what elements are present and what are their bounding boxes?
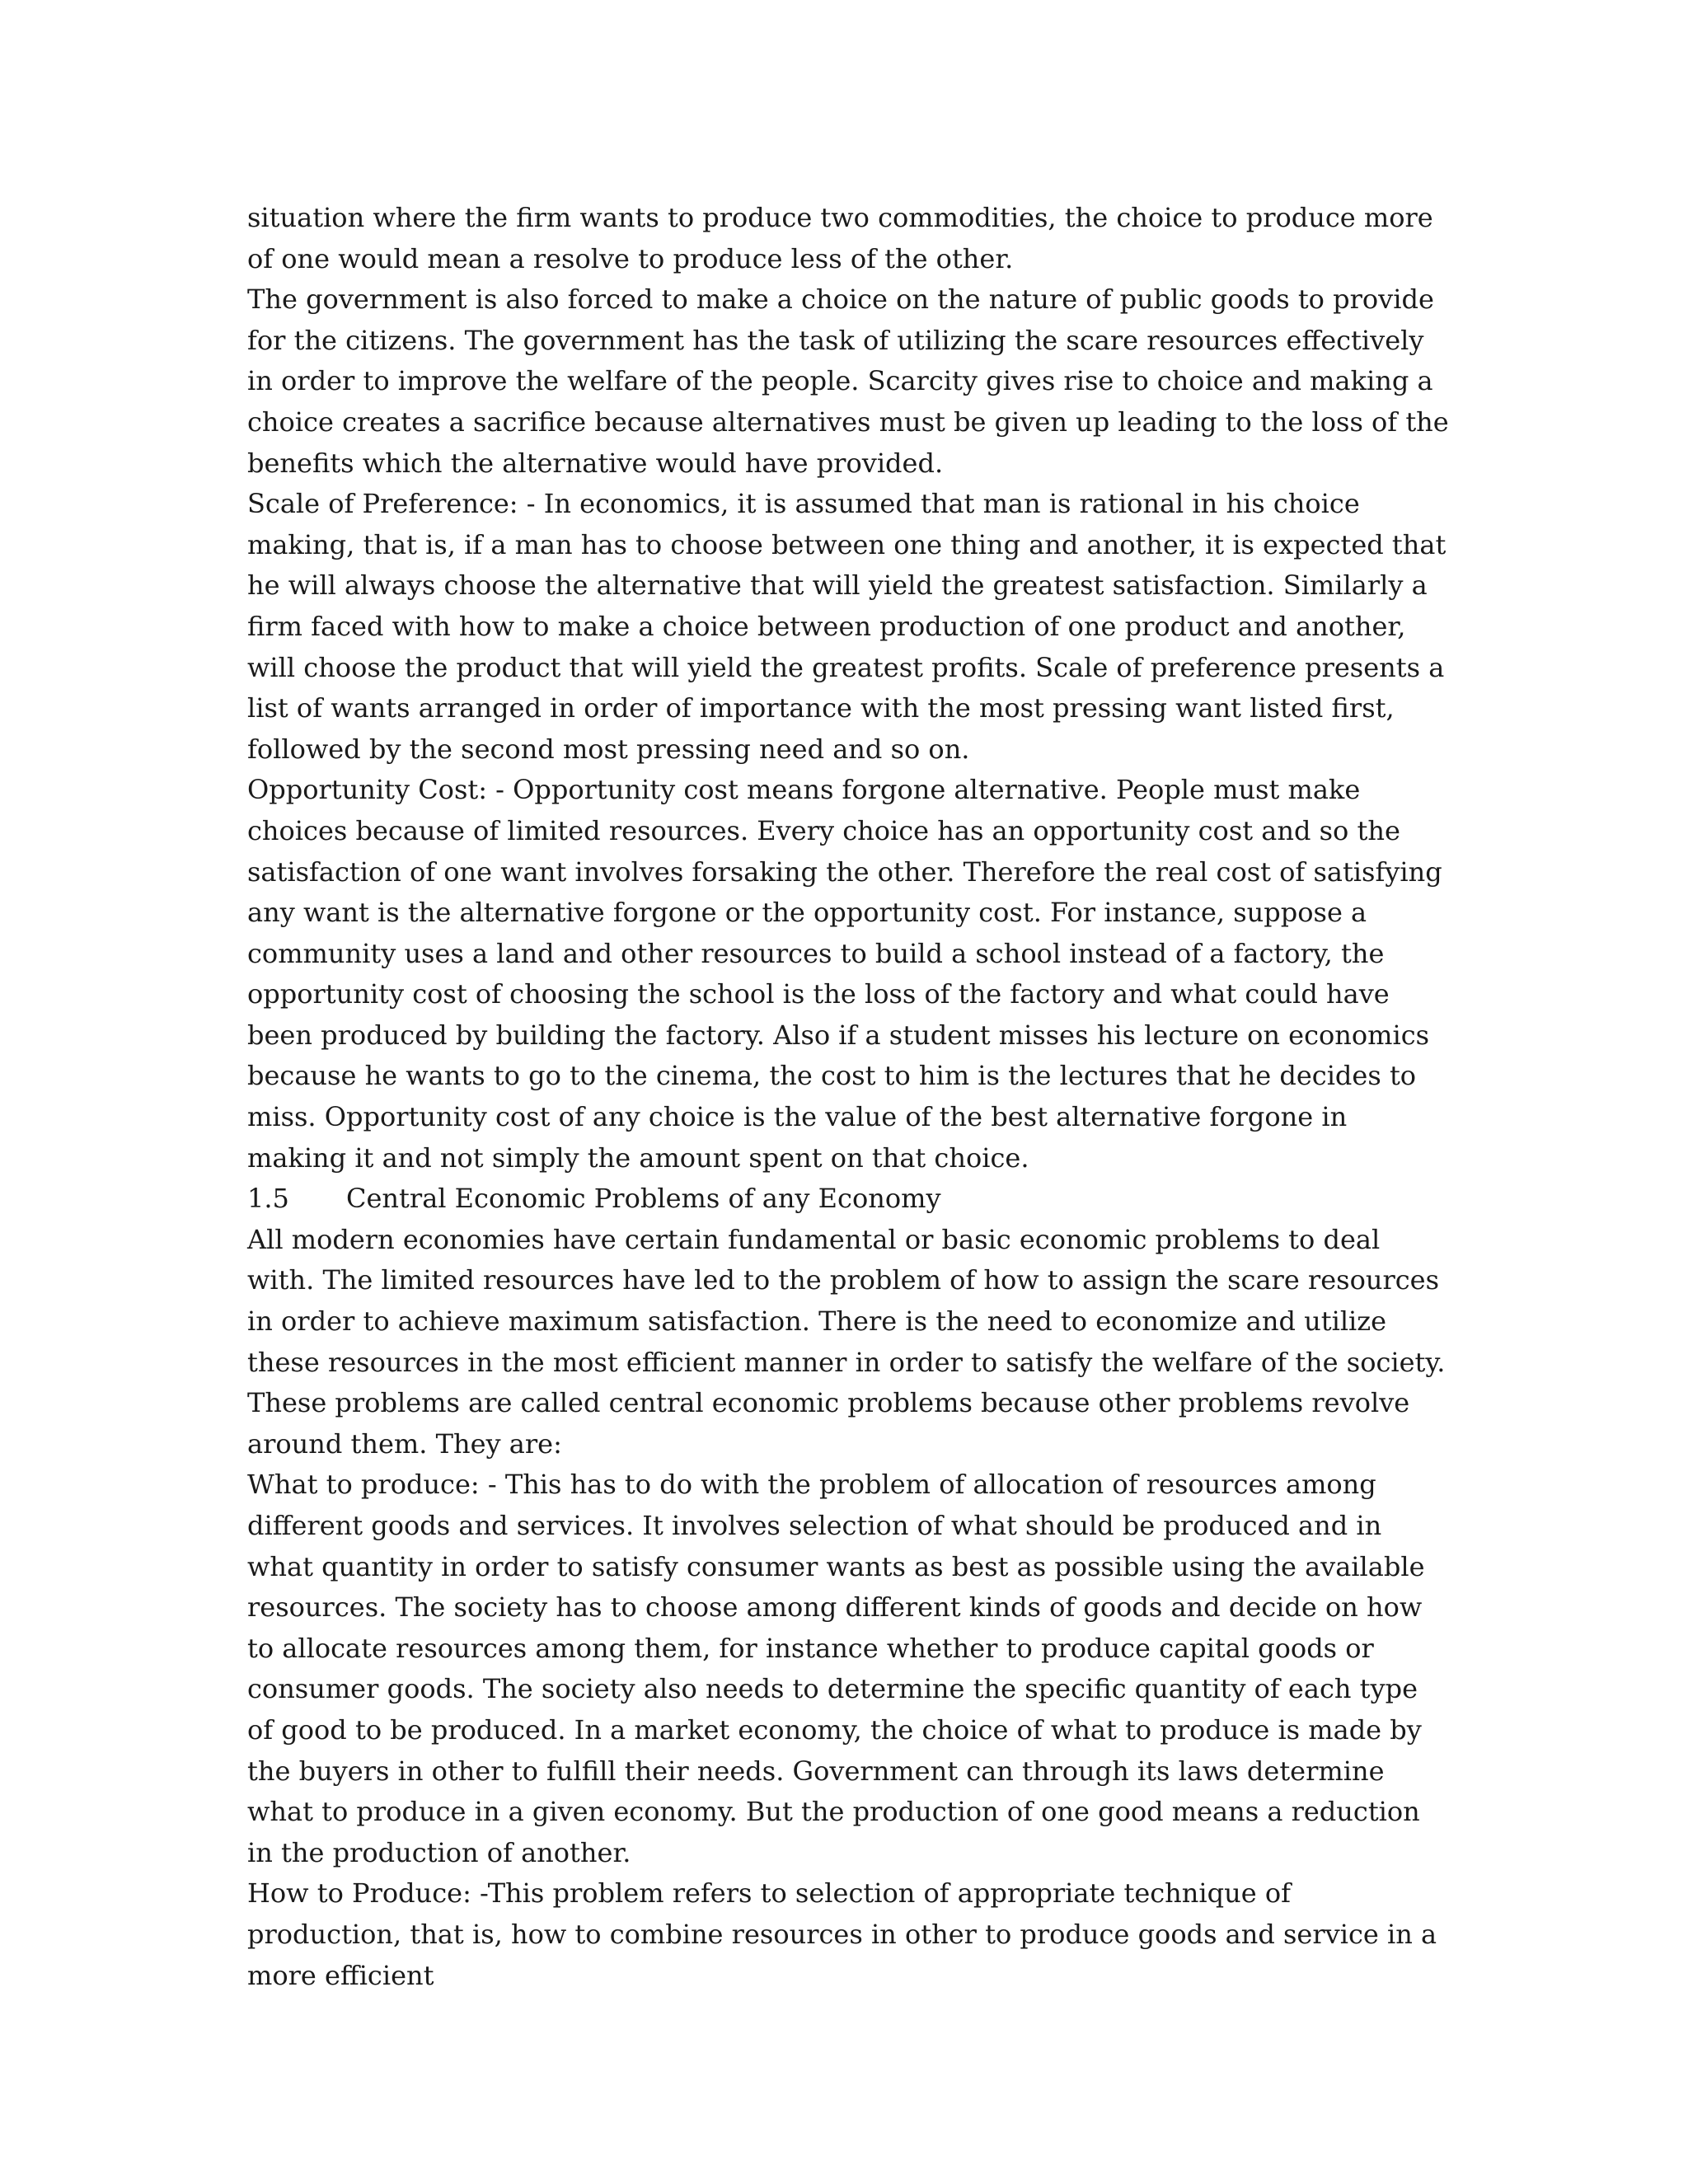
paragraph-scale-of-preference: Scale of Preference: - In economics, it is assumed that man is rational in his choice making, that is, if a man has to choose between one thing and another, it is expected that he will always choose the alternative that will yield the greatest satisfaction. Similarly a firm faced with how to make a choice between production of one product and another, will choose the product that will yield the greatest profits. Scale of preference presents a list of wants arranged in order of importance with the most pressing want listed first, followed by the second most pressing need and so on. xyxy=(247,488,1447,765)
paragraph-central-problems-intro: All modern economies have certain fundamental or basic economic problems to deal with. The limited resources have led to the problem of how to assign the scare resources in order to achieve maximum satisfaction. There is the need to economize and utilize these resources in the most efficient manner in order to satisfy the welfare of the society. These problems are called central economic problems because other problems revolve around them. They are: xyxy=(247,1223,1446,1460)
section-heading xyxy=(247,1179,1451,1220)
document-body xyxy=(247,198,1451,1996)
paragraph-what-to-produce: What to produce: - This has to do with the problem of allocation of resources among different goods and services. It involves selection of what should be produced and in what quantity in order to satisfy consumer wants as best as possible using the available resources. The society has to choose among different kinds of goods and decide on how to allocate resources among them, for instance whether to produce capital goods or consumer goods. The society also needs to determine the specific quantity of each type of good to be produced. In a market economy, the choice of what to produce is made by the buyers in other to fulfill their needs. Government can through its laws determine what to produce in a given economy. But the production of one good means a reduction in the production of another. xyxy=(247,1469,1425,1868)
section-title: Central Economic Problems of any Economy xyxy=(346,1183,941,1215)
paragraph-opportunity-cost: Opportunity Cost: - Opportunity cost means forgone alternative. People must make choices because of limited resources. Every choice has an opportunity cost and so the satisfaction of one want involves forsaking the other. Therefore the real cost of satisfying any want is the alternative forgone or the opportunity cost. For instance, suppose a community uses a land and other resources to build a school instead of a factory, the opportunity cost of choosing the school is the loss of the factory and what could have been produced by building the factory. Also if a student misses his lecture on economics because he wants to go to the cinema, the cost to him is the lectures that he decides to miss. Opportunity cost of any choice is the value of the best alternative forgone in making it and not simply the amount spent on that choice. xyxy=(247,774,1442,1174)
paragraph-firm-choice: situation where the firm wants to produce two commodities, the choice to produce more of one would mean a resolve to produce less of the other. xyxy=(247,202,1433,274)
paragraph-how-to-produce: How to Produce: -This problem refers to selection of appropriate technique of production, that is, how to combine resources in other to produce goods and service in a more efficient xyxy=(247,1877,1437,1991)
paragraph-government-choice: The government is also forced to make a choice on the nature of public goods to provide for the citizens. The government has the task of utilizing the scare resources effectively in order to improve the welfare of the people. Scarcity gives rise to choice and making a choice creates a sacrifice because alternatives must be given up leading to the loss of the benefits which the alternative would have provided. xyxy=(247,284,1449,479)
section-number: 1.5 xyxy=(247,1183,289,1215)
